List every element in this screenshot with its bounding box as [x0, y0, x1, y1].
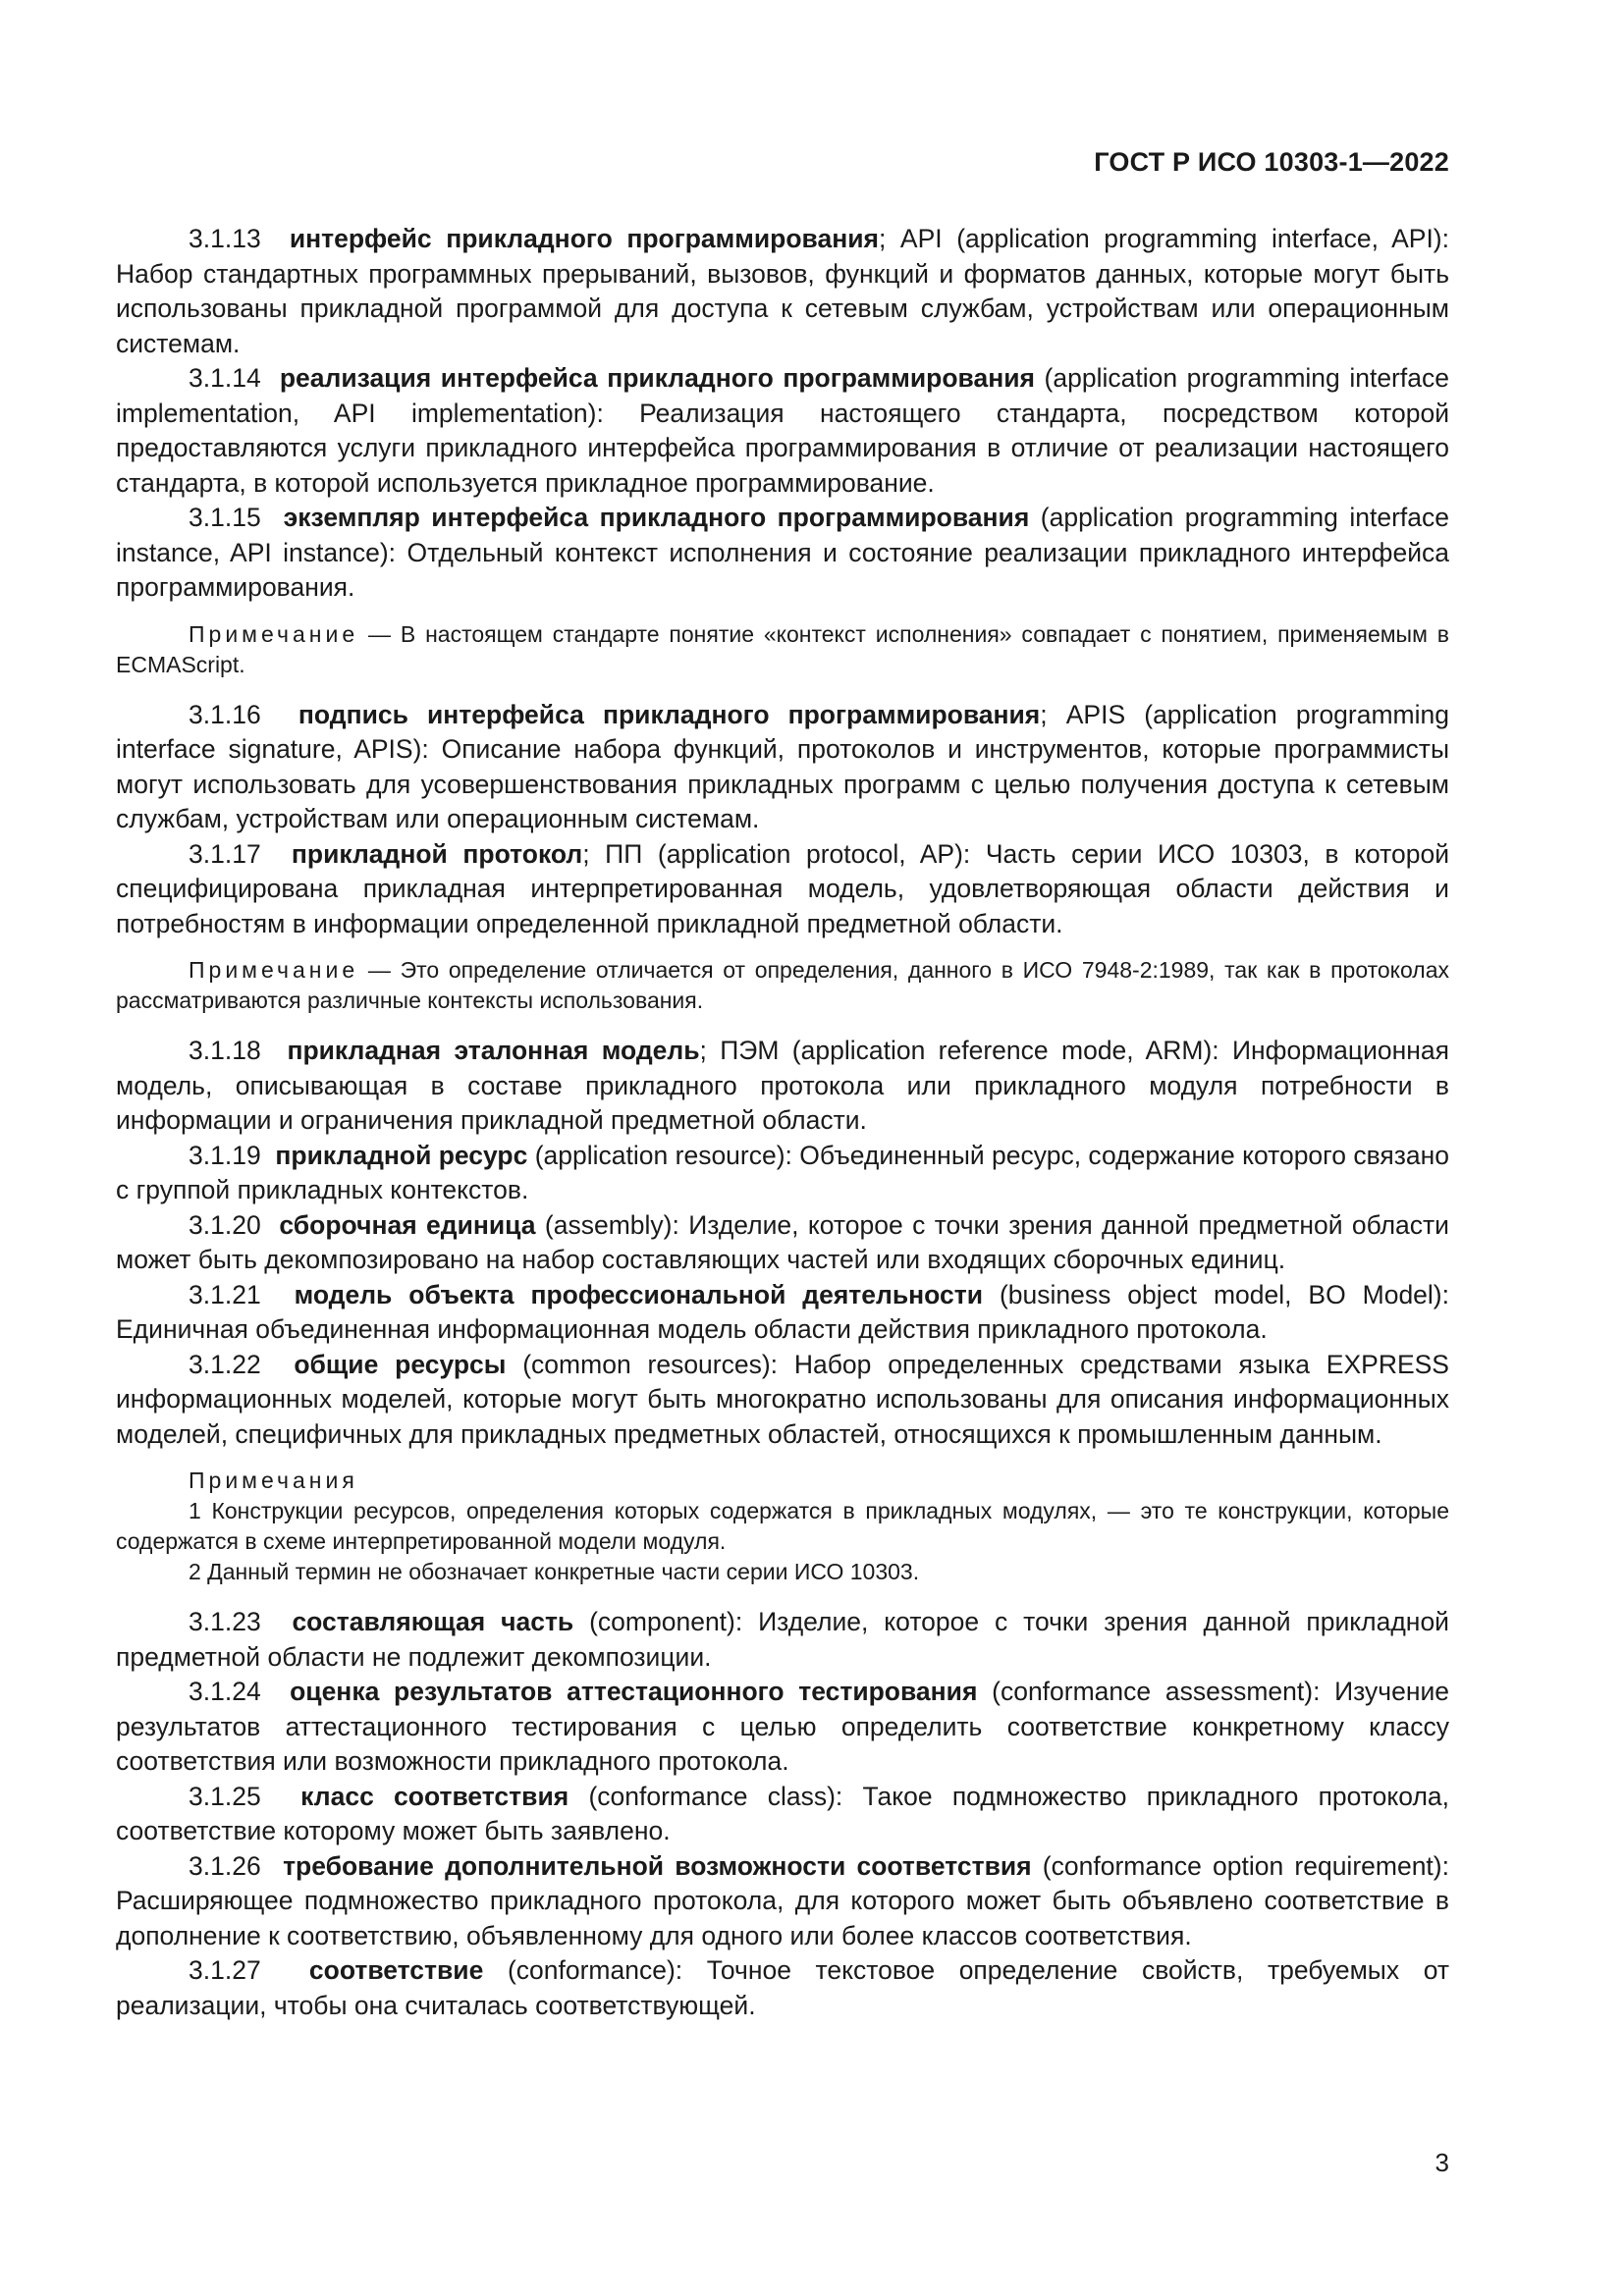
- note: [116, 619, 1449, 680]
- term-definition: (application programming interface implementation, API implementation): Реализация настоящего стандарта, посредством которой предоставляются услуги прикладного интерфейса программирования в отличие от реализации настоящего стандарта, в которой используется прикладное программирование.: [116, 363, 1449, 498]
- term-3-1-16: [116, 698, 1449, 837]
- term-name: соответствие: [308, 1955, 484, 1985]
- term-3-1-20: [116, 1208, 1449, 1278]
- term-number: 3.1.23: [189, 1607, 261, 1636]
- page-content: [116, 222, 1449, 2023]
- term-3-1-22: [116, 1348, 1449, 1453]
- term-3-1-24: [116, 1675, 1449, 1780]
- term-name: составляющая часть: [292, 1607, 574, 1636]
- note-block-3: [116, 1466, 1449, 1587]
- term-number: 3.1.16: [189, 699, 261, 729]
- term-number: 3.1.19: [189, 1140, 261, 1170]
- term-number: 3.1.22: [189, 1349, 261, 1379]
- term-3-1-18: [116, 1034, 1449, 1139]
- term-number: 3.1.27: [189, 1955, 261, 1985]
- term-3-1-15: [116, 501, 1449, 606]
- term-definition: ; API (application programming interface, API): Набор стандартных программных прерываний, вызовов, функций и форматов данных, которые могут быть использованы прикладной программой для доступа к сетевым службам, устройствам или операционным системам.: [116, 224, 1449, 358]
- note-text: — В настоящем стандарте понятие «контекст исполнения» совпадает с понятием, применяемым в ECMAScript.: [116, 620, 1449, 677]
- note-label: Примечания: [189, 1468, 358, 1493]
- standard-header: ГОСТ Р ИСО 10303-1—2022: [1094, 147, 1449, 177]
- term-number: 3.1.26: [189, 1850, 261, 1881]
- note-block-2: [116, 955, 1449, 1016]
- term-number: 3.1.18: [189, 1036, 261, 1065]
- term-definition: (component): Изделие, которое с точки зрения данной прикладной предметной области не подлежит декомпозиции.: [116, 1607, 1449, 1672]
- note-label: Примечание: [189, 957, 359, 983]
- term-definition: (business object model, BO Model): Единичная объединенная информационная модель области действия прикладного протокола.: [116, 1279, 1449, 1344]
- note-label: Примечание: [189, 620, 359, 647]
- note-block-1: [116, 619, 1449, 680]
- term-name: прикладная эталонная модель: [287, 1036, 700, 1065]
- term-name: класс соответствия: [300, 1781, 569, 1811]
- term-name: требование дополнительной возможности соответствия: [283, 1850, 1032, 1881]
- term-definition: (conformance class): Такое подмножество прикладного протокола, соответствие которому может быть заявлено.: [116, 1781, 1450, 1845]
- term-3-1-23: [116, 1605, 1449, 1675]
- term-name: общие ресурсы: [294, 1349, 507, 1379]
- term-number: 3.1.14: [189, 363, 261, 393]
- term-number: 3.1.24: [189, 1677, 261, 1706]
- note-item: 2 Данный термин не обозначает конкретные части серии ИСО 10303.: [189, 1559, 920, 1584]
- term-name: оценка результатов аттестационного тестирования: [290, 1677, 978, 1706]
- term-definition: (conformance option requirement): Расширяющее подмножество прикладного протокола, для которого может быть объявлено соответствие в дополнение к соответствию, объявленному для одного или более классов соответствия.: [116, 1850, 1449, 1950]
- term-3-1-19: [116, 1139, 1449, 1208]
- term-3-1-13: [116, 222, 1449, 361]
- term-number: 3.1.21: [189, 1279, 261, 1309]
- note: [116, 955, 1449, 1016]
- term-name: прикладной протокол: [291, 838, 583, 869]
- term-3-1-17: [116, 837, 1449, 942]
- note-item: 1 Конструкции ресурсов, определения которых содержатся в прикладных модулях, — это те конструкции, которые содержатся в схеме интерпретированной модели модуля.: [116, 1498, 1449, 1554]
- term-3-1-25: [116, 1780, 1449, 1849]
- term-definition: (assembly): Изделие, которое с точки зрения данной предметной области может быть декомпозировано на набор составляющих частей или входящих сборочных единиц.: [116, 1209, 1449, 1274]
- term-definition: (application programming interface instance, API instance): Отдельный контекст исполнения и состояние реализации прикладного интерфейса программирования.: [116, 503, 1449, 602]
- term-number: 3.1.25: [189, 1781, 261, 1811]
- term-number: 3.1.20: [189, 1209, 261, 1240]
- term-definition: ; ПП (application protocol, AP): Часть серии ИСО 10303, в которой специфицирована прикладная интерпретированная модель, удовлетворяющая области действия и потребностям в информации определенной прикладной предметной области.: [116, 838, 1450, 938]
- notes-heading: [116, 1466, 1449, 1496]
- term-definition: (conformance): Точное текстовое определение свойств, требуемых от реализации, чтобы она считалась соответствующей.: [116, 1955, 1449, 2020]
- term-name: модель объекта профессиональной деятельности: [294, 1279, 984, 1309]
- term-definition: (conformance assessment): Изучение результатов аттестационного тестирования с целью определить соответствие конкретному классу соответствия или возможности прикладного протокола.: [116, 1677, 1449, 1776]
- term-name: экземпляр интерфейса прикладного программирования: [283, 503, 1030, 532]
- term-3-1-26: [116, 1849, 1449, 1954]
- term-name: сборочная единица: [279, 1209, 536, 1240]
- term-3-1-21: [116, 1278, 1449, 1348]
- term-number: 3.1.15: [189, 503, 261, 532]
- page-number: 3: [1435, 2148, 1449, 2177]
- term-number: 3.1.17: [189, 838, 261, 869]
- term-number: 3.1.13: [189, 224, 261, 253]
- note-text: — Это определение отличается от определения, данного в ИСО 7948-2:1989, так как в протоколах рассматриваются различные контексты использования.: [116, 957, 1449, 1013]
- term-name: интерфейс прикладного программирования: [289, 224, 879, 253]
- term-definition: ; ПЭМ (application reference mode, ARM): Информационная модель, описывающая в составе прикладного протокола или прикладного модуля потребности в информации и ограничения прикладной предметной области.: [116, 1036, 1449, 1135]
- term-3-1-14: [116, 361, 1449, 501]
- term-name: прикладной ресурс: [275, 1140, 528, 1170]
- term-name: реализация интерфейса прикладного программирования: [279, 363, 1035, 393]
- term-definition: (common resources): Набор определенных средствами языка EXPRESS информационных моделей, которые могут быть многократно использованы для описания информационных моделей, специфичных для прикладных предметных областей, относящихся к промышленным данным.: [116, 1349, 1449, 1449]
- term-definition: ; APIS (application programming interface signature, APIS): Описание набора функций, протоколов и инструментов, которые программисты могут использовать для усовершенствования прикладных программ с целью получения доступа к сетевым службам, устройствам или операционным системам.: [116, 699, 1449, 833]
- term-name: подпись интерфейса прикладного программирования: [298, 699, 1041, 729]
- term-definition: (application resource): Объединенный ресурс, содержание которого связано с группой прикладных контекстов.: [116, 1140, 1449, 1204]
- term-3-1-27: [116, 1953, 1449, 2023]
